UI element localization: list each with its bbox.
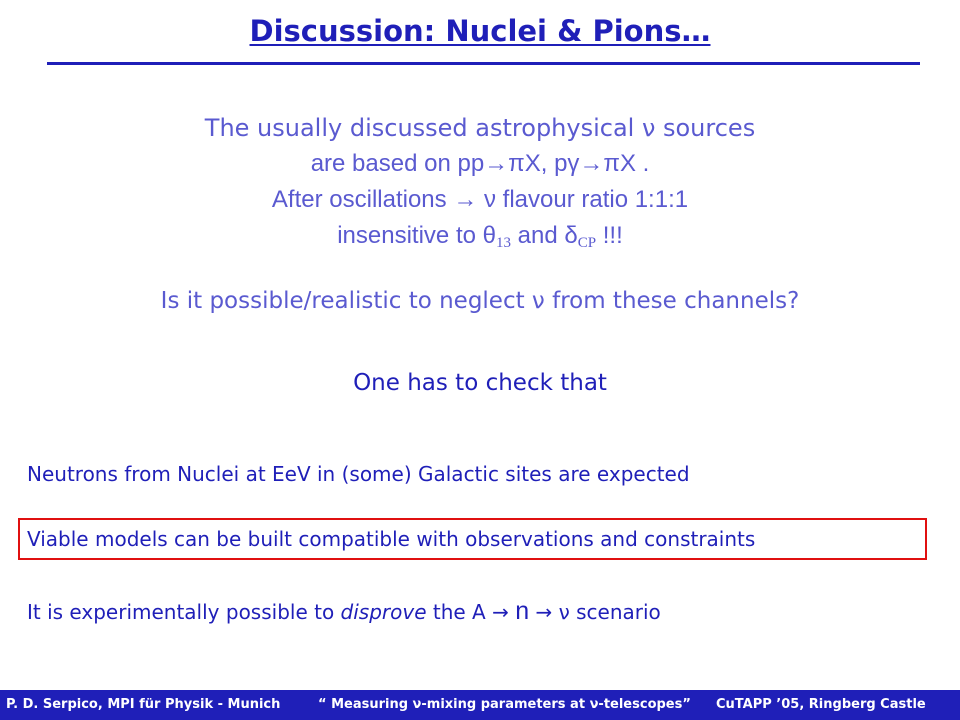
title-underline-rule [47, 62, 920, 65]
intro-line-2: are based on pp→πX, pγ→πX . [310, 150, 650, 177]
point-disprove-part-b: the A → [426, 600, 516, 624]
delta-subscript: CP [577, 235, 597, 251]
footer-author: P. D. Serpico, MPI für Physik - Munich [6, 697, 281, 712]
point-disprove [27, 597, 661, 626]
check-heading: One has to check that [353, 370, 607, 396]
neutron-symbol: n [515, 597, 530, 625]
point-disprove-part-a: It is experimentally possible to [27, 600, 341, 624]
point-viable-models: Viable models can be built compatible with observations and constraints [27, 527, 756, 551]
intro-line-3: After oscillations → ν flavour ratio 1:1:1 [271, 186, 689, 213]
intro-paragraph [0, 110, 960, 261]
intro-line-4-part-b: and δ [510, 222, 578, 249]
point-disprove-part-c: → ν scenario [529, 600, 661, 624]
footer-talk-title: “ Measuring ν-mixing parameters at ν-telescopes” [318, 697, 691, 712]
intro-line-4-part-a: insensitive to θ [337, 222, 496, 249]
question-text: Is it possible/realistic to neglect ν from these channels? [160, 288, 800, 314]
point-disprove-emphasis: disprove [340, 600, 427, 624]
slide-title: Discussion: Nuclei & Pions… [249, 14, 711, 48]
intro-line-4 [0, 218, 960, 261]
footer-venue: CuTAPP ’05, Ringberg Castle [716, 697, 926, 712]
theta-subscript: 13 [495, 235, 511, 251]
footer-bar [0, 690, 960, 720]
intro-line-4-part-c: !!! [596, 222, 623, 249]
intro-line-1: The usually discussed astrophysical ν sources [204, 114, 756, 142]
point-neutrons: Neutrons from Nuclei at EeV in (some) Galactic sites are expected [27, 462, 690, 486]
